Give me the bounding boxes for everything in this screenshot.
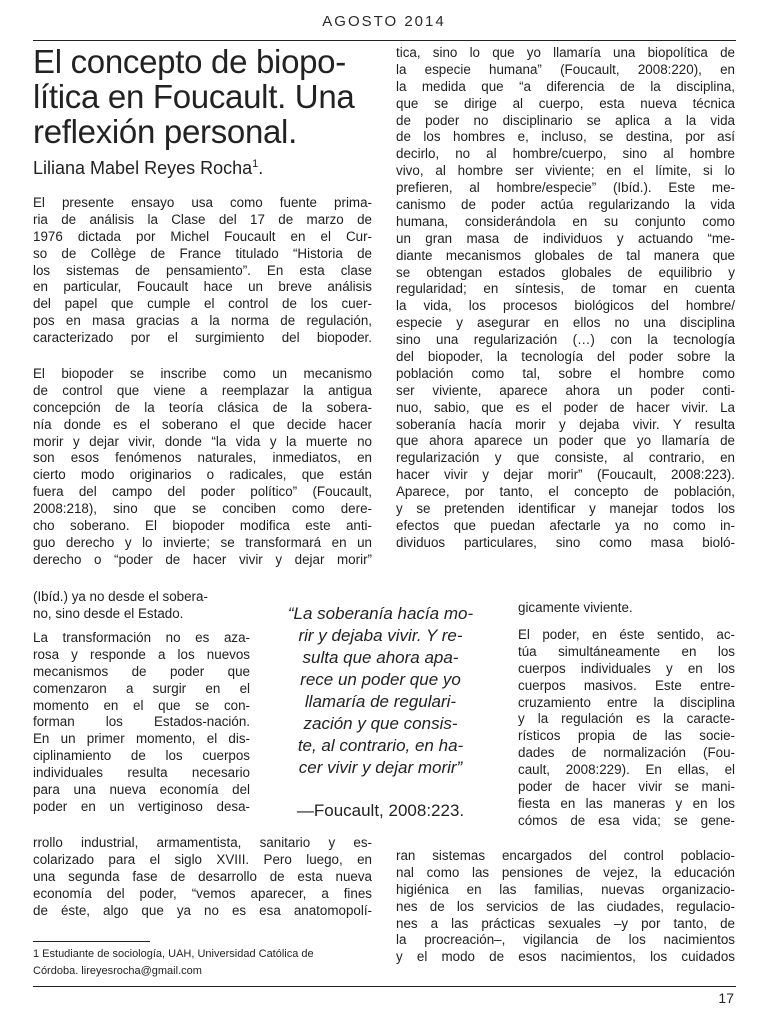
text-line: El poder, en éste sentido, ac- — [518, 627, 735, 642]
text-line: rosa y responde a los nuevos — [33, 646, 250, 662]
text-line: dades de normalización (Fou- — [518, 745, 735, 761]
pull-quote-line: rece un poder que yo — [300, 670, 461, 689]
text-line: cuerpos masivos. Este entre- — [518, 677, 735, 693]
text-line: vivo, al hombre ser viviente; en el límite, si lo — [396, 163, 735, 179]
text-line: nía donde es el soberano el que decide hacer — [33, 416, 372, 432]
text-line: diante mecanismos globales de tal manera que — [396, 247, 735, 263]
text-line: hacer vivir y dejar morir” (Foucault, 2008:223). — [396, 467, 735, 483]
text-line: fiesta en las maneras y en los — [518, 795, 735, 811]
pull-quote-line: rir y dejaba vivir. Y re- — [298, 626, 463, 645]
text-line: y la regulación es la caracte- — [518, 711, 735, 727]
text-line: los sistemas de pensamiento”. En esta clase — [33, 262, 372, 278]
text-line: guo derecho y lo invierte; se transformará en un — [33, 534, 372, 550]
text-line: del biopoder, la tecnología del poder sobre la — [396, 349, 735, 365]
header-rule — [33, 40, 736, 41]
article-title — [33, 44, 378, 149]
text-line: humana, considerándola en su conjunto como — [396, 213, 735, 229]
text-line: no, sino desde el Estado. — [33, 605, 184, 621]
col1-paragraph-2-tail — [33, 589, 253, 623]
page-number: 17 — [718, 990, 734, 1006]
author-byline — [33, 158, 263, 179]
text-line: la vida, los procesos biológicos del hombre/ — [396, 298, 735, 314]
pull-quote-line: sulta que ahora apa- — [302, 648, 459, 667]
text-line: para una nueva economía del — [33, 782, 250, 798]
text-line: canismo de poder actúa regularizando la vida — [396, 197, 735, 213]
footnote-mark: 1 — [252, 158, 259, 170]
text-line: y se pretenden identificar y manejar todos los — [396, 501, 735, 517]
text-line: Aparece, por tanto, el concepto de población, — [396, 484, 735, 500]
text-line: (Ibíd.) ya no desde el sobera- — [33, 588, 208, 604]
text-line: se obtengan estados globales de equilibrio y — [396, 264, 735, 280]
text-line: mecanismos de poder que — [33, 663, 250, 679]
text-line: ria de análisis la Clase del 17 de marzo de — [33, 211, 372, 227]
text-line: fuera del campo del poder político” (Foucault, — [33, 484, 372, 500]
text-line: pos en masa gracias a la norma de regulación, — [33, 313, 372, 329]
text-line: cómos de esa vida; se gene- — [518, 812, 735, 828]
col1-paragraph-3-continued — [33, 835, 372, 919]
text-line: especie y asegurar en ellos no una disciplina — [396, 315, 735, 331]
text-line: individuales resulta necesario — [33, 765, 250, 781]
text-line: efectos que puedan afectarle ya no como in- — [396, 517, 735, 533]
pull-quote-line: cer vivir y dejar morir” — [298, 758, 463, 777]
text-line: soberanía hacía morir y dejaba vivir. Y resulta — [396, 416, 735, 432]
text-line: ran sistemas encargados del control poblacio- — [396, 848, 735, 863]
title-line: lítica en Foucault. Una — [33, 78, 355, 115]
text-line: que se dirige al cuerpo, esta nueva técnica — [396, 95, 735, 111]
text-line: ciplinamiento de los cuerpos — [33, 748, 250, 764]
col2-paragraph-1-end — [518, 600, 735, 617]
text-line: la especie humana” (Foucault, 2008:220), en — [396, 61, 735, 77]
col1-paragraph-1 — [33, 195, 372, 347]
title-line: reflexión personal. — [33, 113, 297, 150]
text-line: comenzaron a surgir en el — [33, 680, 250, 696]
text-line: 1976 dictada por Michel Foucault en el Cur- — [33, 228, 372, 244]
text-line: de poder no disciplinario se aplica a la vida — [396, 112, 735, 128]
text-line: cho soberano. El biopoder modifica este anti- — [33, 518, 372, 534]
text-line: El biopoder se inscribe como un mecanismo — [33, 366, 372, 381]
footer-rule — [33, 986, 736, 987]
text-line: momento en el que se con- — [33, 697, 250, 713]
col2-paragraph-2 — [518, 627, 735, 830]
footnote-rule — [33, 941, 150, 942]
text-line: derecho o “poder de hacer vivir y dejar morir” — [33, 551, 372, 567]
text-line: La transformación no es aza- — [33, 630, 250, 645]
text-line: economía del poder, “vemos aparecer, a fines — [33, 885, 372, 901]
text-line: morir y dejar vivir, donde “la vida y la muerte no — [33, 433, 372, 449]
text-line: concepción de la teoría clásica de la sobera- — [33, 399, 372, 415]
text-line: caracterizado por el surgimiento del biopoder. — [33, 330, 372, 346]
text-line: nes de los servicios de las ciudades, regulacio- — [396, 898, 735, 914]
pull-quote-line: “La soberanía hacía mo- — [287, 604, 474, 623]
text-line: decirlo, no al hombre/cuerpo, sino al hombre — [396, 146, 735, 162]
text-line: en particular, Foucault hace un breve análisis — [33, 279, 372, 295]
author-name: Liliana Mabel Reyes Rocha — [33, 158, 253, 178]
text-line: cruzamiento entre la disciplina — [518, 694, 735, 710]
text-line: regularidad; en síntesis, de tomar en cuenta — [396, 281, 735, 297]
text-line: rrollo industrial, armamentista, sanitario y es- — [33, 835, 372, 850]
text-line: sino una regularización (…) con la tecnología — [396, 332, 735, 348]
author-trailing: . — [258, 158, 264, 178]
text-line: un gran masa de individuos y actuando “me- — [396, 230, 735, 246]
text-line: poder de hacer vivir se mani- — [518, 779, 735, 795]
text-line: regularización y que consiste, al contrario, en — [396, 450, 735, 466]
text-line: túa simultáneamente en los — [518, 643, 735, 659]
text-line: cault, 2008:229). En ellas, el — [518, 762, 735, 778]
pull-quote-attribution: —Foucault, 2008:223. — [296, 801, 465, 820]
text-line: En un primer momento, el dis- — [33, 731, 250, 747]
text-line: y el modo de esos nacimientos, los cuidados — [396, 949, 735, 965]
text-line: nes a las prácticas sexuales –y por tanto, de — [396, 915, 735, 931]
text-line: rísticos propia de las socie- — [518, 728, 735, 744]
text-line: de los hombres e, incluso, se destina, por así — [396, 129, 735, 145]
text-line: tica, sino lo que yo llamaría una biopolítica de — [396, 45, 735, 60]
col2-paragraph-1 — [396, 45, 735, 552]
text-line: la medida que “a diferencia de la disciplina, — [396, 78, 735, 94]
pull-quote — [258, 603, 503, 779]
text-line: forman los Estados-nación. — [33, 714, 250, 730]
text-line: nal como las pensiones de vejez, la educación — [396, 864, 735, 880]
col1-paragraph-2 — [33, 366, 372, 569]
issue-date: AGOSTO 2014 — [322, 13, 446, 30]
text-line: 2008:218), sino que se conciben como dere- — [33, 501, 372, 517]
pull-quote-line: te, al contrario, en ha- — [297, 736, 464, 755]
text-line: que ahora aparece un poder que yo llamaría de — [396, 433, 735, 449]
text-line: cierto modo originarios o radicales, que están — [33, 467, 372, 483]
text-line: población como tal, sobre el hombre como — [396, 365, 735, 381]
text-line: de éste, algo que ya no es esa anatomopolí- — [33, 902, 372, 918]
footnote-line: 1 Estudiante de sociología, UAH, Universidad Católica de — [33, 948, 314, 960]
col2-paragraph-2-continued — [396, 848, 735, 966]
text-line: de control que viene a reemplazar la antigua — [33, 382, 372, 398]
text-line: son esos fenómenos naturales, inmediatos, en — [33, 450, 372, 466]
text-line: gicamente viviente. — [518, 600, 633, 615]
footnote — [33, 946, 373, 980]
text-line: del papel que cumple el control de los cuer- — [33, 296, 372, 312]
text-line: colarizado para el siglo XVIII. Pero luego, en — [33, 851, 372, 867]
text-line: dividuos particulares, sino como masa bioló- — [396, 534, 735, 550]
text-line: cuerpos individuales y en los — [518, 660, 735, 676]
col1-paragraph-3 — [33, 630, 250, 816]
text-line: una segunda fase de desarrollo de esta nueva — [33, 868, 372, 884]
text-line: so de Collège de France titulado “Historia de — [33, 245, 372, 261]
text-line: ser viviente, aparece ahora un poder conti- — [396, 382, 735, 398]
text-line: prefieren, al hombre/especie” (Ibíd.). Este me- — [396, 180, 735, 196]
text-line: nuo, sabio, que es el poder de hacer vivir. La — [396, 399, 735, 415]
title-line: El concepto de biopo- — [33, 43, 346, 80]
pull-quote-line: llamaría de regulari- — [304, 692, 457, 711]
text-line: poder en un vertiginoso desa- — [33, 798, 250, 814]
text-line: higiénica en las familias, nuevas organizacio- — [396, 881, 735, 897]
text-line: la procreación–, vigilancia de los nacimientos — [396, 932, 735, 948]
text-line: El presente ensayo usa como fuente prima- — [33, 195, 372, 210]
pull-quote-line: zación y que consis- — [303, 714, 458, 733]
footnote-line: Córdoba. lireyesrocha@gmail.com — [33, 965, 202, 977]
